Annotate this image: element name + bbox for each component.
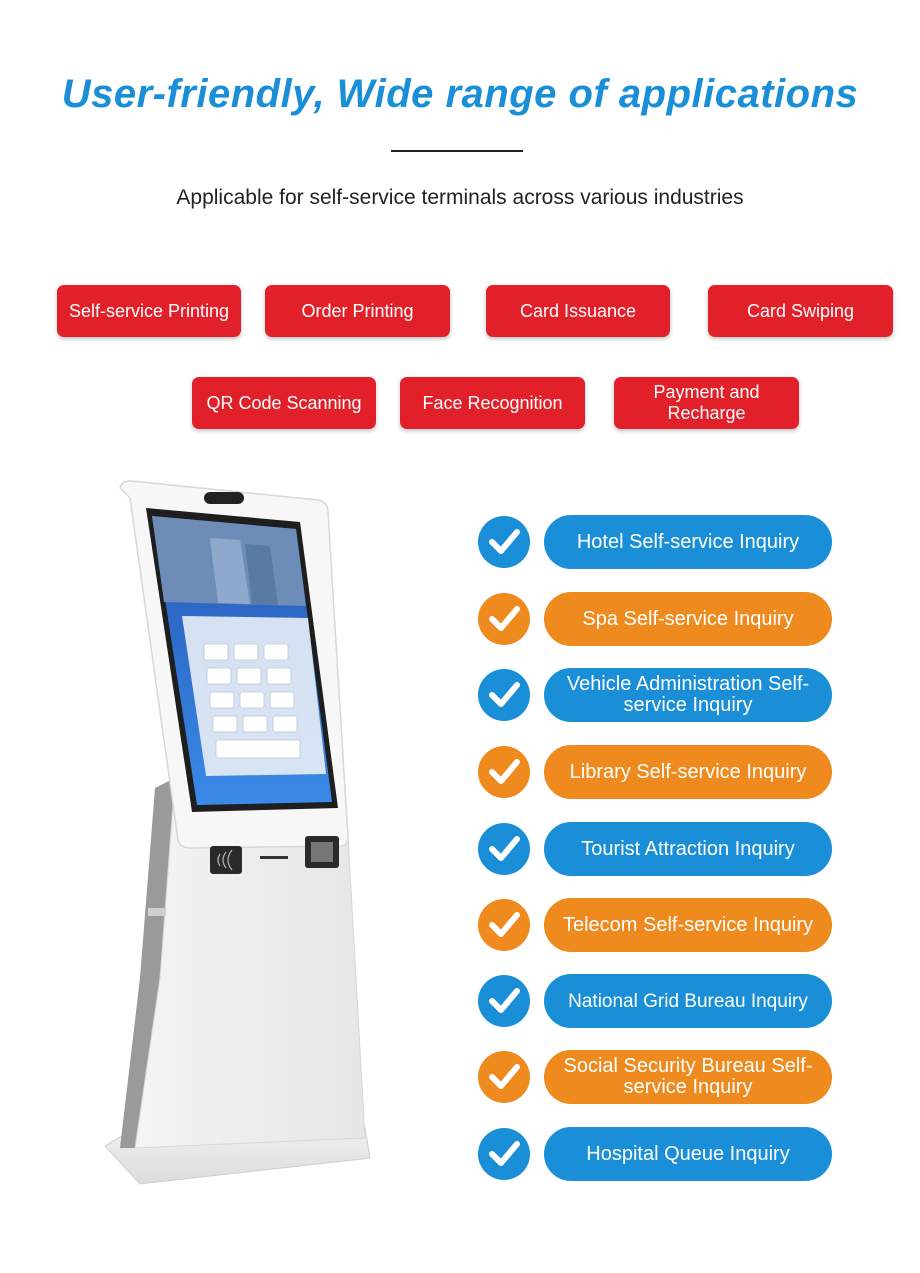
application-label: Telecom Self-service Inquiry — [544, 898, 832, 952]
checkmark-icon — [478, 746, 530, 798]
application-label: Hospital Queue Inquiry — [544, 1127, 832, 1181]
application-label: Spa Self-service Inquiry — [544, 592, 832, 646]
checkmark-icon — [478, 975, 530, 1027]
application-item — [478, 898, 834, 952]
tag-order-printing: Order Printing — [265, 285, 450, 337]
application-label: Tourist Attraction Inquiry — [544, 822, 832, 876]
tag-payment-and-recharge: Payment and Recharge — [614, 377, 799, 429]
checkmark-icon — [478, 516, 530, 568]
page-headline: User-friendly, Wide range of applications — [61, 72, 859, 116]
checkmark-icon — [478, 669, 530, 721]
tag-qr-code-scanning: QR Code Scanning — [192, 377, 376, 429]
application-item — [478, 1127, 834, 1181]
tag-card-swiping: Card Swiping — [708, 285, 893, 337]
application-item — [478, 515, 834, 569]
application-item — [478, 822, 834, 876]
application-item — [478, 1050, 834, 1104]
checkmark-icon — [478, 823, 530, 875]
divider-line — [391, 150, 523, 152]
page-subtitle: Applicable for self-service terminals across various industries — [176, 186, 744, 209]
application-label: Library Self-service Inquiry — [544, 745, 832, 799]
application-label: Hotel Self-service Inquiry — [544, 515, 832, 569]
application-label: Social Security Bureau Self-service Inquiry — [544, 1050, 832, 1104]
application-item — [478, 592, 834, 646]
checkmark-icon — [478, 1128, 530, 1180]
tag-face-recognition: Face Recognition — [400, 377, 585, 429]
checkmark-icon — [478, 899, 530, 951]
tag-self-service-printing: Self-service Printing — [57, 285, 241, 337]
application-item — [478, 745, 834, 799]
application-item — [478, 668, 834, 722]
application-label: Vehicle Administration Self-service Inquiry — [544, 668, 832, 722]
application-label: National Grid Bureau Inquiry — [544, 974, 832, 1028]
application-item — [478, 974, 834, 1028]
checkmark-icon — [478, 1051, 530, 1103]
tag-card-issuance: Card Issuance — [486, 285, 670, 337]
kiosk-terminal-image — [100, 478, 390, 1194]
checkmark-icon — [478, 593, 530, 645]
